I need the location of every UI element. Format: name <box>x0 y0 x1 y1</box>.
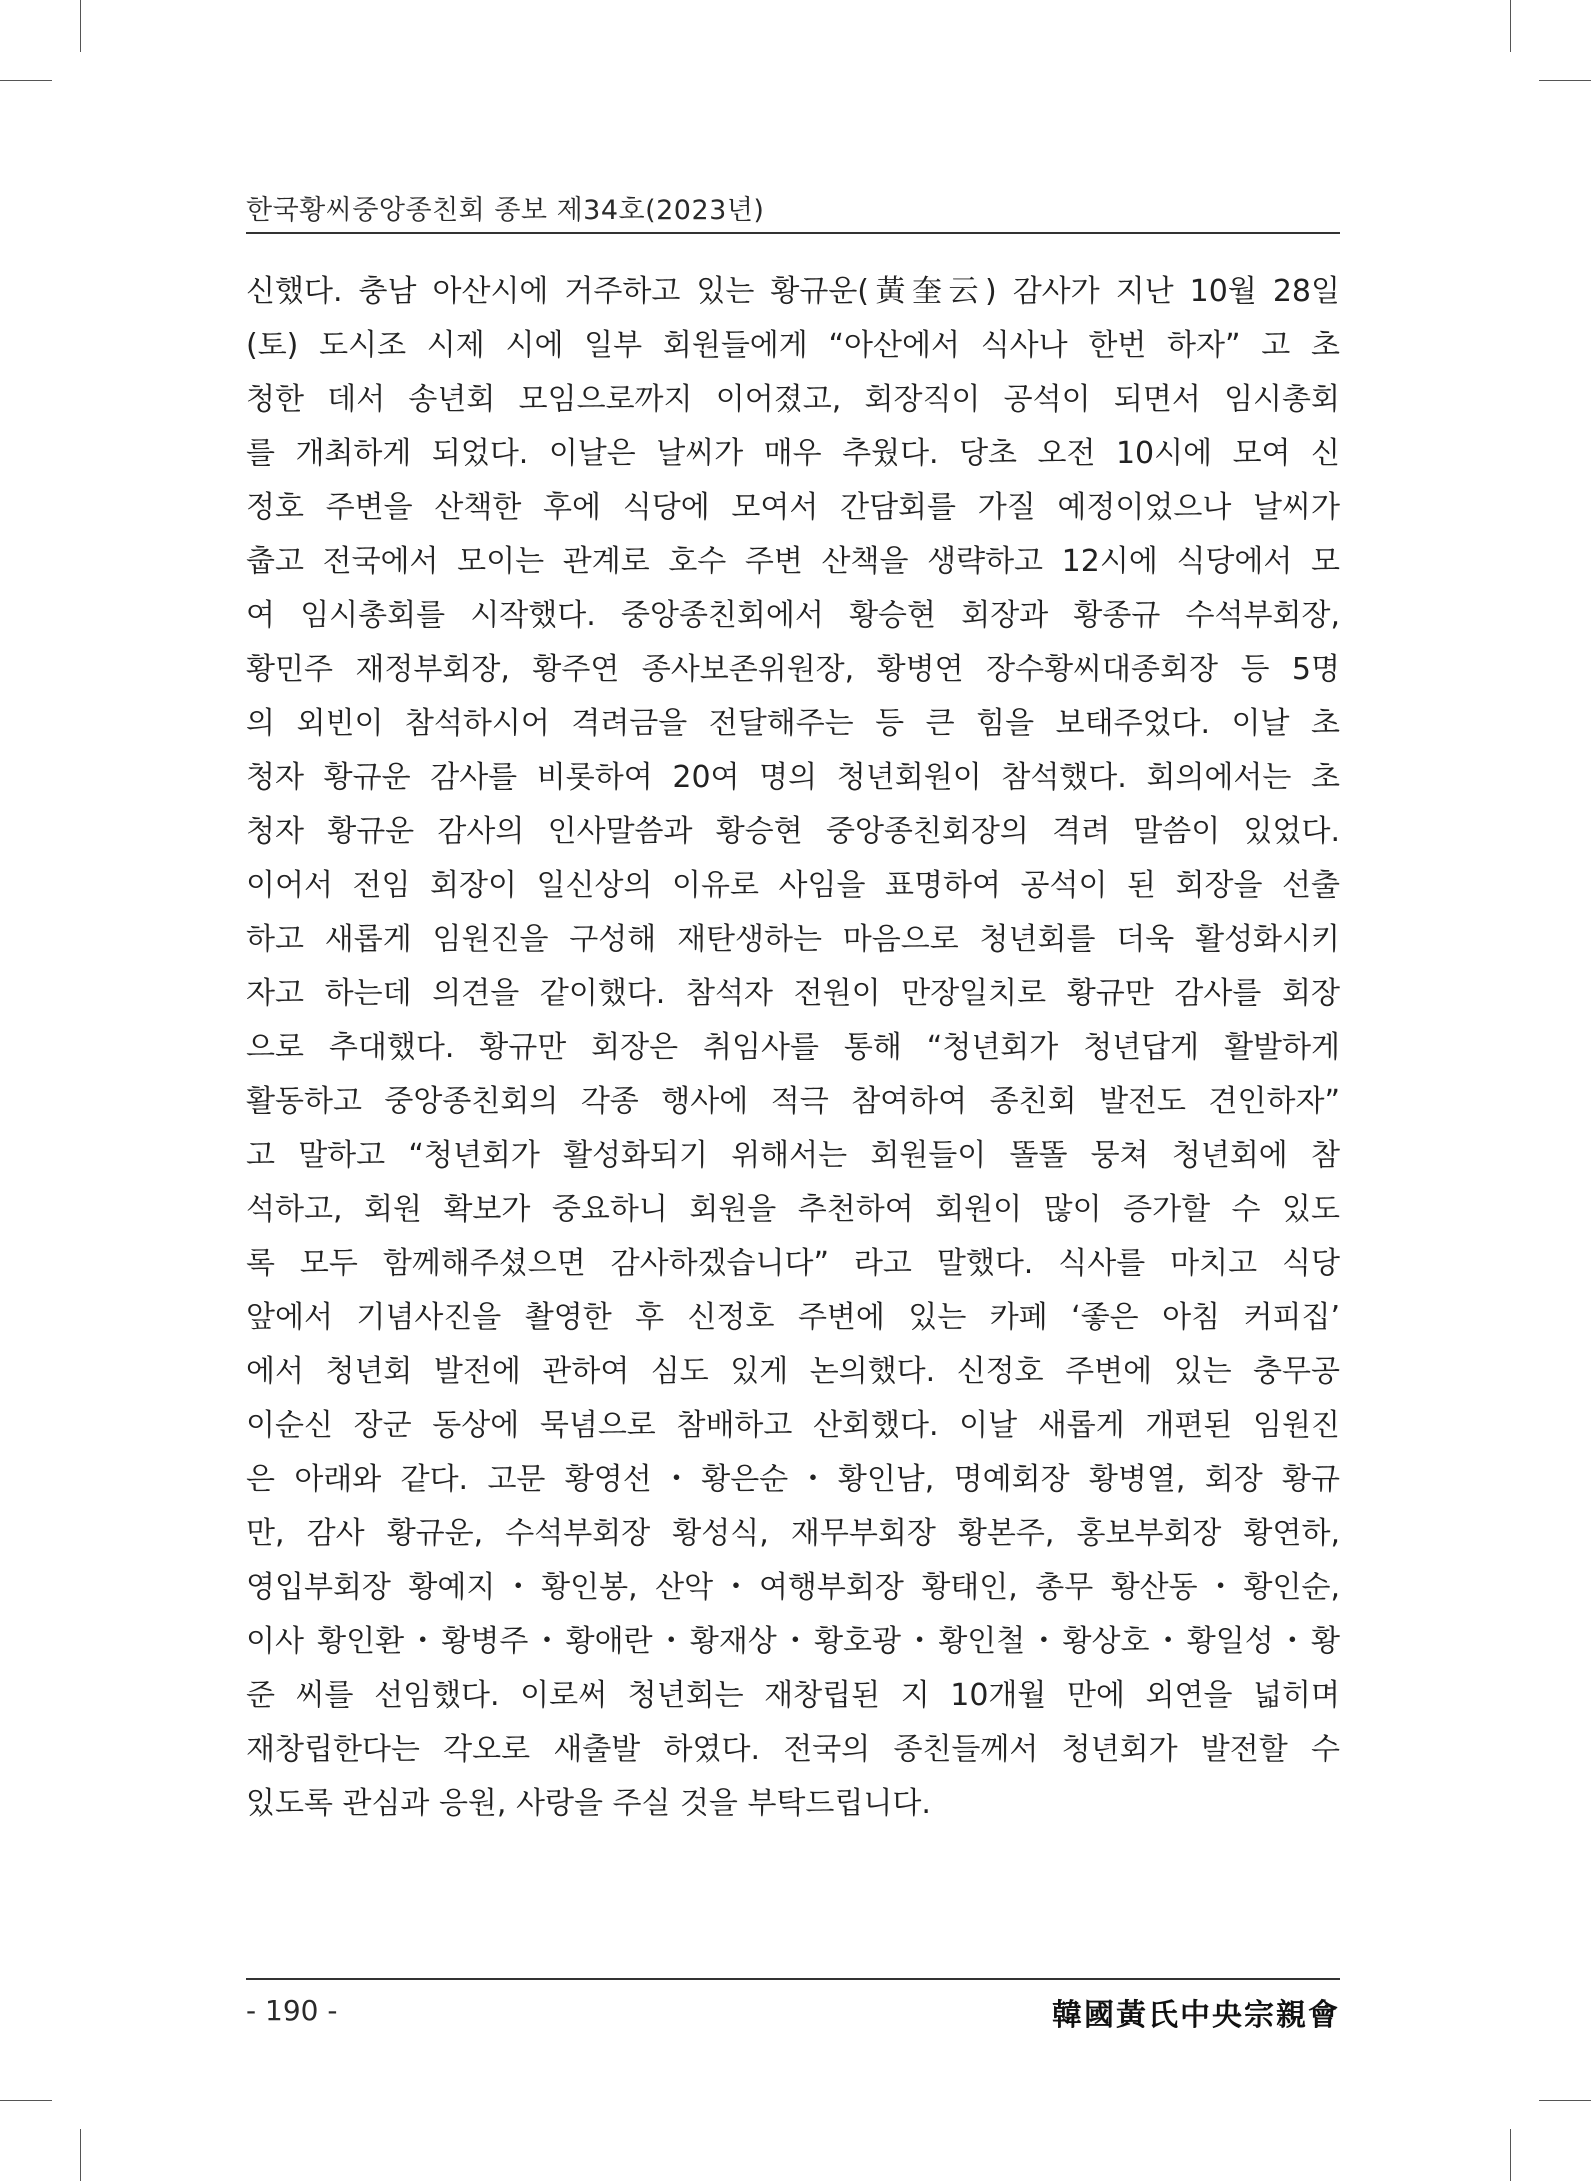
body-line: 이사 황인환・황병주・황애란・황재상・황호광・황인철・황상호・황일성・황 <box>246 1624 1340 1659</box>
body-line: 있도록 관심과 응원, 사랑을 주실 것을 부탁드립니다. <box>246 1786 931 1821</box>
body-line: 여 임시총회를 시작했다. 중앙종친회에서 황승현 회장과 황종규 수석부회장, <box>246 598 1340 633</box>
crop-mark-top-left <box>80 0 81 52</box>
body-line: 황민주 재정부회장, 황주연 종사보존위원장, 황병연 장수황씨대종회장 등 5명 <box>246 652 1340 687</box>
header-rule <box>246 232 1340 234</box>
body-line: 영입부회장 황예지・황인봉, 산악・여행부회장 황태인, 총무 황산동・황인순, <box>246 1570 1340 1605</box>
crop-mark-top-left-h <box>0 80 52 81</box>
organization-name: 韓國黃氏中央宗親會 <box>1052 1998 1340 2033</box>
footer-rule <box>246 1978 1340 1980</box>
body-line: 신했다. 충남 아산시에 거주하고 있는 황규운(黃奎云) 감사가 지난 10월 28일 <box>246 274 1340 309</box>
body-line: 재창립한다는 각오로 새출발 하였다. 전국의 종친들께서 청년회가 발전할 수 <box>246 1732 1340 1767</box>
body-line: 앞에서 기념사진을 촬영한 후 신정호 주변에 있는 카페 ‘좋은 아침 커피집’ <box>246 1300 1340 1335</box>
body-line: 록 모두 함께해주셨으면 감사하겠습니다” 라고 말했다. 식사를 마치고 식당 <box>246 1246 1340 1281</box>
body-line: 춥고 전국에서 모이는 관계로 호수 주변 산책을 생략하고 12시에 식당에서 모 <box>246 544 1340 579</box>
body-line: 에서 청년회 발전에 관하여 심도 있게 논의했다. 신정호 주변에 있는 충무공 <box>246 1354 1340 1389</box>
body-line: 하고 새롭게 임원진을 구성해 재탄생하는 마음으로 청년회를 더욱 활성화시키 <box>246 922 1340 957</box>
page-number: - 190 - <box>246 1994 338 2027</box>
body-line: 은 아래와 같다. 고문 황영선・황은순・황인남, 명예회장 황병열, 회장 황규 <box>246 1462 1340 1497</box>
running-header: 한국황씨중앙종친회 종보 제34호(2023년) <box>246 195 765 226</box>
body-line: 자고 하는데 의견을 같이했다. 참석자 전원이 만장일치로 황규만 감사를 회장 <box>246 976 1340 1011</box>
body-line: 이어서 전임 회장이 일신상의 이유로 사임을 표명하여 공석이 된 회장을 선출 <box>246 868 1340 903</box>
body-line: 정호 주변을 산책한 후에 식당에 모여서 간담회를 가질 예정이었으나 날씨가 <box>246 490 1340 525</box>
body-line: 고 말하고 “청년회가 활성화되기 위해서는 회원들이 똘똘 뭉쳐 청년회에 참 <box>246 1138 1340 1173</box>
crop-mark-top-right <box>1510 0 1511 52</box>
body-line: (토) 도시조 시제 시에 일부 회원들에게 “아산에서 식사나 한번 하자” 고 초 <box>246 328 1340 363</box>
body-line: 청한 데서 송년회 모임으로까지 이어졌고, 회장직이 공석이 되면서 임시총회 <box>246 382 1340 417</box>
body-line: 활동하고 중앙종친회의 각종 행사에 적극 참여하여 종친회 발전도 견인하자” <box>246 1084 1340 1119</box>
body-line: 의 외빈이 참석하시어 격려금을 전달해주는 등 큰 힘을 보태주었다. 이날 초 <box>246 706 1340 741</box>
body-line: 이순신 장군 동상에 묵념으로 참배하고 산회했다. 이날 새롭게 개편된 임원진 <box>246 1408 1340 1443</box>
crop-mark-bottom-left <box>80 2129 81 2181</box>
body-line: 청자 황규운 감사를 비롯하여 20여 명의 청년회원이 참석했다. 회의에서는 초 <box>246 760 1340 795</box>
body-line: 만, 감사 황규운, 수석부회장 황성식, 재무부회장 황본주, 홍보부회장 황연하, <box>246 1516 1340 1551</box>
article-body <box>246 265 1340 1831</box>
body-line: 를 개최하게 되었다. 이날은 날씨가 매우 추웠다. 당초 오전 10시에 모여 신 <box>246 436 1340 471</box>
crop-mark-bottom-right <box>1510 2129 1511 2181</box>
crop-mark-bottom-right-h <box>1539 2100 1591 2101</box>
crop-mark-top-right-h <box>1539 80 1591 81</box>
body-line: 으로 추대했다. 황규만 회장은 취임사를 통해 “청년회가 청년답게 활발하게 <box>246 1030 1340 1065</box>
body-line: 준 씨를 선임했다. 이로써 청년회는 재창립된 지 10개월 만에 외연을 넓히며 <box>246 1678 1340 1713</box>
crop-mark-bottom-left-h <box>0 2100 52 2101</box>
body-line: 석하고, 회원 확보가 중요하니 회원을 추천하여 회원이 많이 증가할 수 있도 <box>246 1192 1340 1227</box>
body-line: 청자 황규운 감사의 인사말씀과 황승현 중앙종친회장의 격려 말씀이 있었다. <box>246 814 1340 849</box>
